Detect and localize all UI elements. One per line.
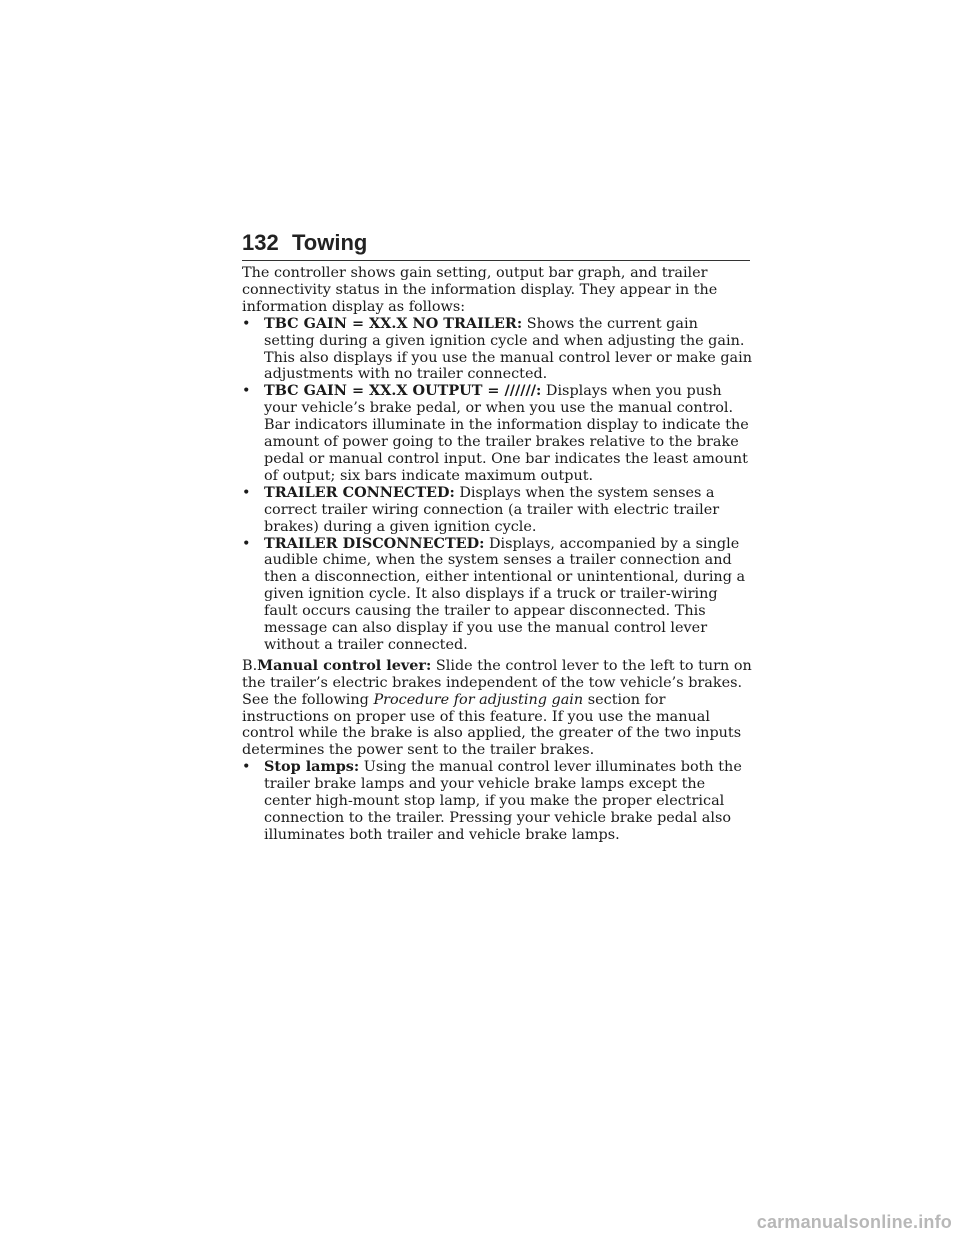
item-term: TBC GAIN = XX.X OUTPUT = //////: [264, 382, 542, 400]
section-term: Manual control lever: [257, 656, 432, 674]
page-content [242, 265, 752, 844]
page-number: 132 [242, 230, 279, 255]
item-text: Shows the current gain setting during a given ignition cycle and when adjusting the gain. This also displays if you use the manual control lever or make gain adjustments with no trailer connected. [264, 315, 752, 383]
section-text-2: section for instructions on proper use of this feature. If you use the manual control while the brake is also applied, the greater of the two inputs determines the power sent to the trailer brakes. [242, 691, 742, 759]
item-text: Displays when you push your vehicle’s brake pedal, or when you use the manual control. Bar indicators illuminate in the information display to indicate the amount of power going to the trailer brakes relative to the brake pedal or manual control input. One bar indicates the least amount of output; six bars indicate maximum output. [264, 383, 749, 484]
display-items-list [242, 316, 752, 654]
watermark: carmanualsonline.info [756, 1212, 952, 1232]
procedure-reference: Procedure for adjusting gain [373, 691, 584, 708]
item-text: Displays when the system senses a correct trailer wiring connection (a trailer with electric trailer brakes) during a given ignition cycle. [264, 484, 720, 535]
item-term: TRAILER DISCONNECTED: [264, 534, 485, 552]
list-item [242, 759, 752, 844]
bullet-icon: • [242, 383, 251, 400]
manual-control-list [242, 759, 752, 844]
section-text-1: Slide the control lever to the left to turn on the trailer’s electric brakes independent of the tow vehicle’s brakes. See the following [242, 657, 752, 708]
intro-paragraph: The controller shows gain setting, output bar graph, and trailer connectivity status in the information display. They appear in the information display as follows: [242, 265, 718, 315]
bullet-icon: • [242, 535, 251, 552]
section-prefix: B. [242, 657, 258, 674]
list-item [242, 536, 752, 654]
item-term: TBC GAIN = XX.X NO TRAILER: [264, 314, 523, 332]
bullet-icon: • [242, 484, 251, 501]
list-item [242, 316, 752, 384]
bullet-icon: • [242, 315, 251, 332]
item-text: Using the manual control lever illuminates both the trailer brake lamps and your vehicle brake lamps except the center high-mount stop lamp, if you make the proper electrical connection to the trailer. Pressing your vehicle brake pedal also illuminates both trailer and vehicle brake lamps. [264, 759, 742, 843]
page-header [242, 228, 750, 261]
item-term: TRAILER CONNECTED: [264, 483, 455, 501]
list-item [242, 485, 752, 536]
section-title: Towing [292, 230, 368, 255]
item-term: Stop lamps: [264, 758, 360, 776]
manual-control-paragraph [242, 658, 752, 759]
bullet-icon: • [242, 759, 251, 776]
item-text: Displays, accompanied by a single audible chime, when the system senses a trailer connection and then a disconnection, either intentional or unintentional, during a given ignition cycle. It also displays if a truck or trailer-wiring fault occurs causing the trailer to appear disconnected. This message can also display if you use the manual control lever without a trailer connected. [264, 535, 746, 653]
list-item [242, 383, 752, 484]
